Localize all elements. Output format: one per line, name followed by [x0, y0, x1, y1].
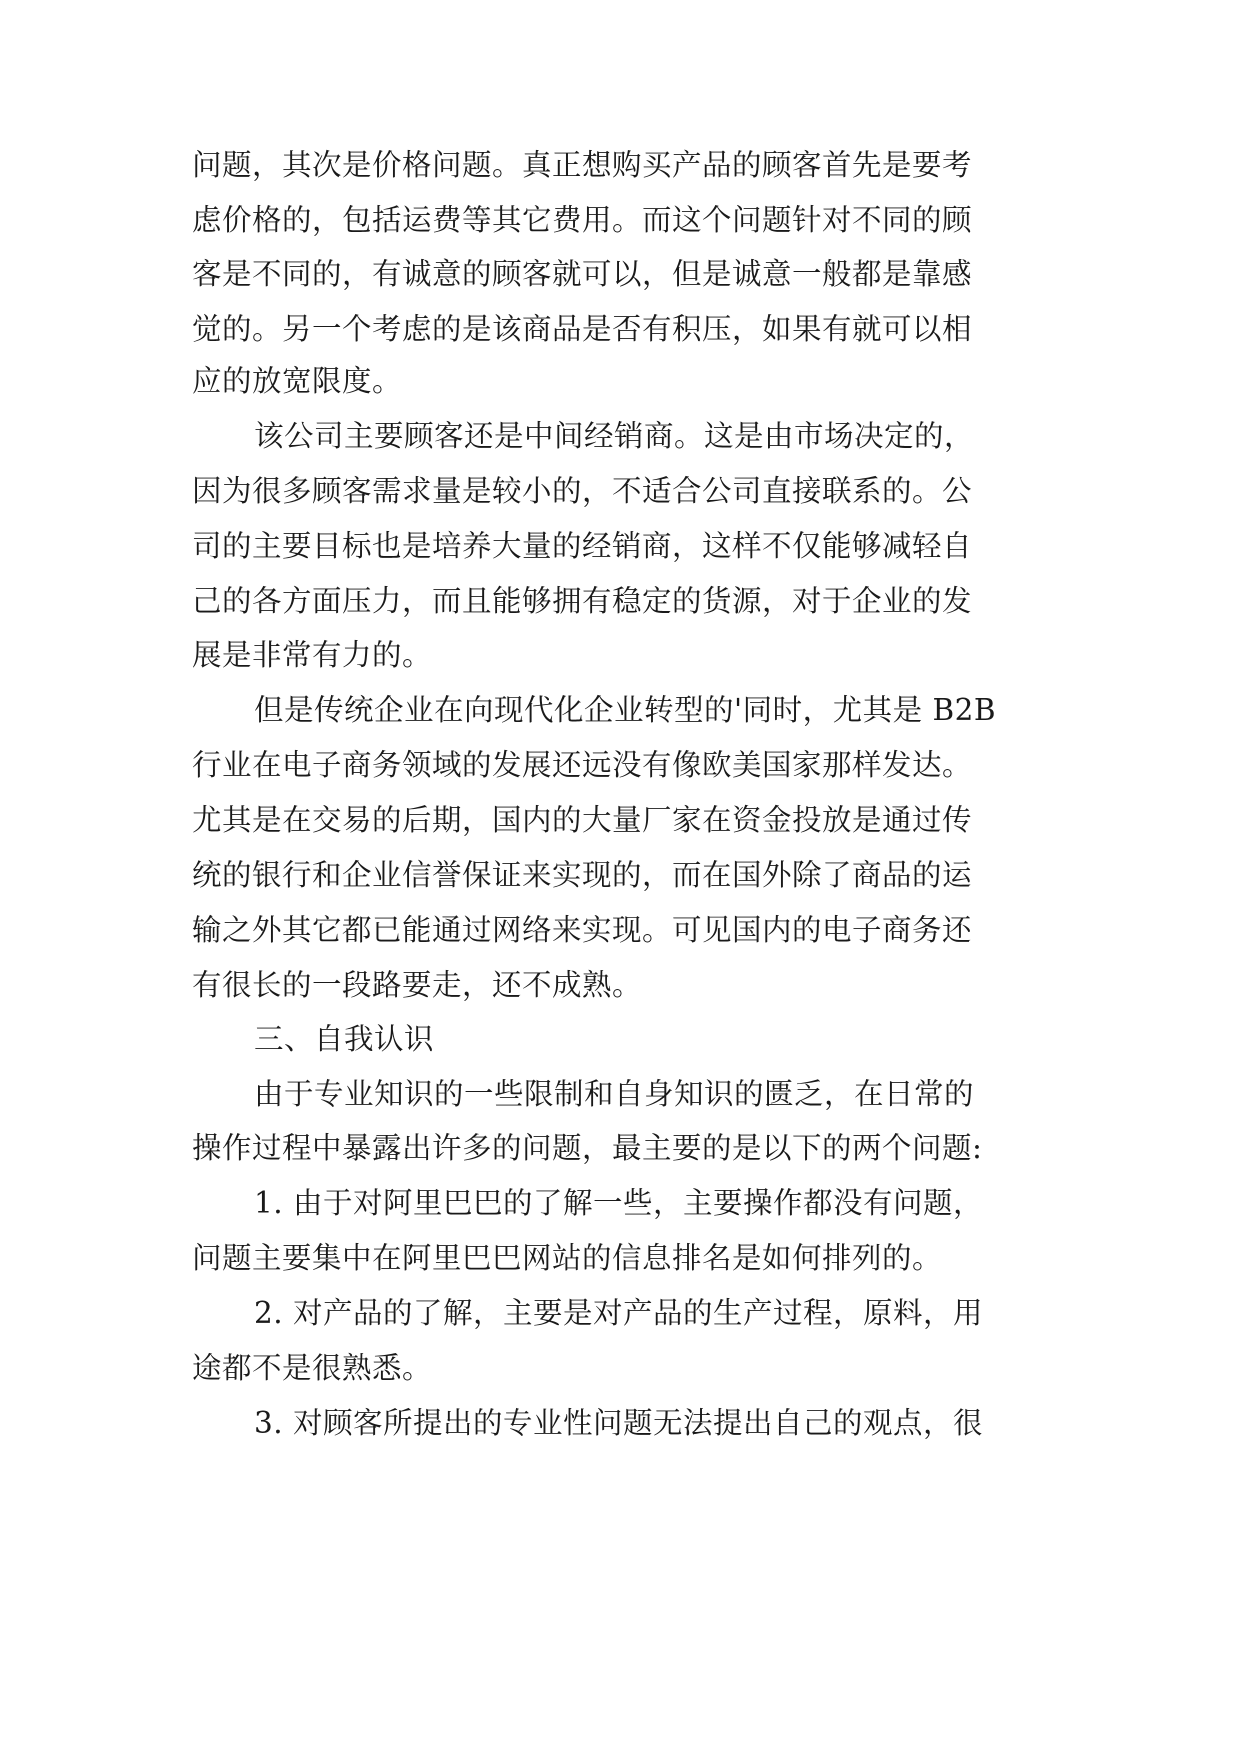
paragraph-first-line: 该公司主要顾客还是中间经销商。这是由市场决定的，	[254, 419, 975, 453]
text-line: 虑价格的，包括运费等其它费用。而这个问题针对不同的顾	[192, 203, 973, 237]
text-line: 己的各方面压力，而且能够拥有稳定的货源，对于企业的发	[192, 584, 973, 618]
text-line: 途都不是很熟悉。	[192, 1351, 433, 1385]
text-line: 输之外其它都已能通过网络来实现。可见国内的电子商务还	[192, 913, 973, 947]
list-item: 2. 对产品的了解，主要是对产品的生产过程，原料，用	[254, 1296, 984, 1330]
text-line: 展是非常有力的。	[192, 638, 433, 672]
text-line: 问题主要集中在阿里巴巴网站的信息排名是如何排列的。	[192, 1241, 943, 1275]
text-line: 尤其是在交易的后期，国内的大量厂家在资金投放是通过传	[192, 803, 973, 837]
list-item: 3. 对顾客所提出的专业性问题无法提出自己的观点，很	[254, 1406, 984, 1440]
text-line: 统的银行和企业信誉保证来实现的，而在国外除了商品的运	[192, 858, 973, 892]
text-line: 因为很多顾客需求量是较小的，不适合公司直接联系的。公	[192, 474, 973, 508]
text-line: 应的放宽限度。	[192, 364, 403, 398]
paragraph-first-line: 但是传统企业在向现代化企业转型的'同时，尤其是 B2B	[254, 693, 997, 727]
text-line: 有很长的一段路要走，还不成熟。	[192, 968, 643, 1002]
text-line: 操作过程中暴露出许多的问题，最主要的是以下的两个问题:	[192, 1131, 983, 1165]
section-heading: 三、自我认识	[254, 1022, 435, 1056]
text-line: 觉的。另一个考虑的是该商品是否有积压，如果有就可以相	[192, 312, 973, 346]
list-item: 1. 由于对阿里巴巴的了解一些，主要操作都没有问题，	[254, 1186, 984, 1220]
text-line: 司的主要目标也是培养大量的经销商，这样不仅能够减轻自	[192, 529, 973, 563]
paragraph-first-line: 由于专业知识的一些限制和自身知识的匮乏，在日常的	[254, 1077, 975, 1111]
text-line: 行业在电子商务领域的发展还远没有像欧美国家那样发达。	[192, 748, 973, 782]
text-line: 客是不同的，有诚意的顾客就可以，但是诚意一般都是靠感	[192, 257, 973, 291]
text-line: 问题，其次是价格问题。真正想购买产品的顾客首先是要考	[192, 148, 973, 182]
